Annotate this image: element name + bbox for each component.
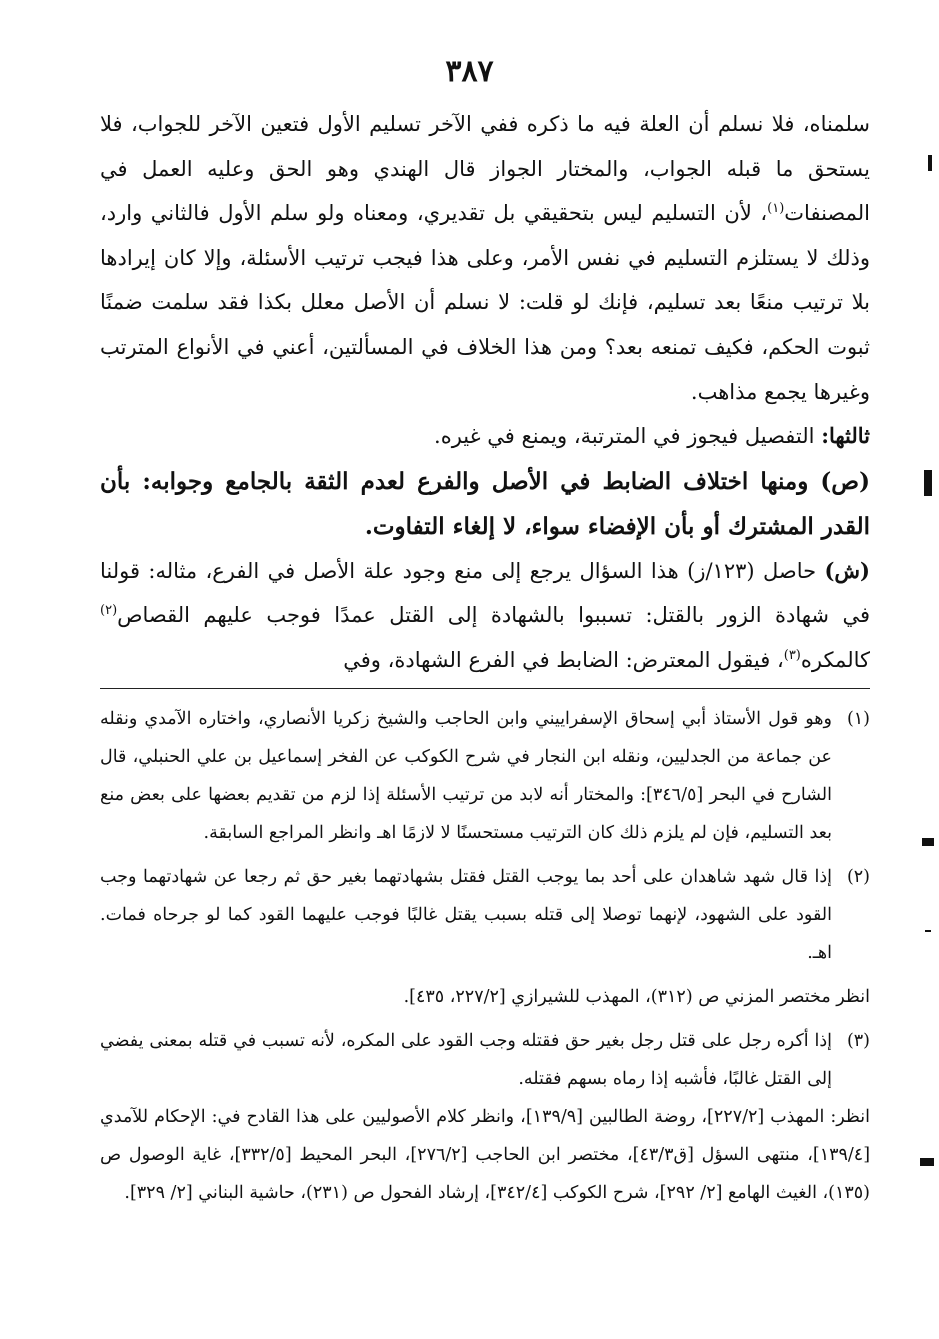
scan-mark	[922, 838, 934, 846]
footnote-3-reference: انظر: المهذب [٢٢٧/٢]، روضة الطالبين [١٣٩/٩]، وانظر كلام الأصوليين على هذا القادح في: الإحكام للآمدي [١٣٩/٤]، منتهى السؤل [ق٤٣/٣]، مختصر ابن الحاجب [٢٧٦/٢]، البحر المحيط [٣٣٢/٥]، غاية الوصول ص (١٣٥)، الغيث الهامع [٢/ ٢٩٢]، شرح الكوكب [٣٤٢/٤]، إرشاد الفحول ص (٢٣١)، حاشية البناني [٢/ ٣٢٩].	[100, 1107, 871, 1203]
third-view-label: ثالثها:	[821, 423, 870, 449]
footnote-ref-1: (١)	[767, 201, 785, 217]
footnote-1-text: وهو قول الأستاذ أبي إسحاق الإسفراييني وابن الحاجب والشيخ زكريا الأنصاري، واختاره الآمدي ونقله عن جماعة من الجدليين، ونقله ابن النجار في شرح الكوكب عن الفخر إسماعيل بن علي الحنبلي، قال الشارح في البحر [٣٤٦/٥]: والمختار أنه لابد من ترتيب الأسئلة إذا لزم من تقديم بعضها على بعض منع بعد التسليم، فإن لم يلزم ذلك كان الترتيب مستحسنًا لا لازمًا اهـ وانظر المراجع السابقة.	[100, 709, 832, 843]
footnote-2	[100, 858, 870, 972]
footnote-1-number: (١)	[846, 709, 870, 729]
main-text	[100, 102, 870, 683]
commentary-label: (ش)	[824, 557, 870, 583]
page-number: ٣٨٧	[445, 54, 494, 89]
paragraph-1-text-a: سلمناه، فلا نسلم أن العلة فيه ما ذكره ففي الآخر تسليم الأول فتعين الآخر للجواب، فلا يستحق ما قبله الجواب، والمختار الجواز قال الهندي وهو الحق وعليه العمل في المصنفات	[100, 112, 870, 226]
footnote-3-text: إذا أكره رجل على قتل رجل بغير حق فقتله وجب القود على المكره، لأنه تسبب في قتله بمعنى يفضي إلى القتل غالبًا، فأشبه إذا رماه بسهم فقتله.	[100, 1031, 832, 1089]
scan-mark	[924, 470, 932, 496]
paragraph-third-view	[100, 414, 870, 459]
scan-mark	[928, 155, 932, 171]
footnotes	[100, 700, 870, 1212]
commentary-paragraph	[100, 549, 870, 683]
footnote-2-text: إذا قال شهد شاهدان على أحد بما يوجب القتل فقتل بشهادتهما بغير حق ثم رجعا عن شهادتهما وجب القود على الشهود، لإنهما توصلا إلى قتله بسبب يقتل غالبًا فوجب عليهما القود كما لو جرحاه فمات. اهـ.	[100, 867, 832, 963]
paragraph-1-text-b: ، لأن التسليم ليس بتحقيقي بل تقديري، ومعناه ولو سلم الأول فالثاني وارد، وذلك لا يستلزم التسليم في نفس الأمر، وعلى هذا فيجب ترتيب الأسئلة، وإلا كان إيرادها بلا ترتيب منعًا بعد تسليم، فإنك لو قلت: لا نسلم أن الأصل معلل بكذا فقد سلمت ضمنًا ثبوت الحكم، فكيف تمنعه بعد؟ ومن هذا الخلاف في المسألتين، أعني في الأنواع المترتب وغيرها يجمع مذاهب.	[100, 201, 870, 404]
footnote-3	[100, 1022, 870, 1098]
scan-mark	[920, 1158, 934, 1166]
footnote-ref-2: (٢)	[100, 603, 118, 619]
footnote-ref-3: (٣)	[783, 647, 801, 663]
commentary-text-b: كالمكره	[800, 647, 870, 672]
paragraph-1	[100, 102, 870, 414]
footnote-1	[100, 700, 870, 852]
matn-statement: (ص) ومنها اختلاف الضابط في الأصل والفرع لعدم الثقة بالجامع وجوابه: بأن القدر المشترك أو بأن الإفضاء سواء، لا إلغاء التفاوت.	[100, 467, 870, 540]
footnote-2-number: (٢)	[846, 867, 870, 887]
third-view-text: التفصيل فيجوز في المترتبة، ويمنع في غيره.	[434, 424, 815, 449]
footnote-divider	[100, 688, 870, 689]
footnote-2-reference: انظر مختصر المزني ص (٣١٢)، المهذب للشيرازي [٢٢٧/٢، ٤٣٥].	[403, 987, 870, 1007]
commentary-text-c: ، فيقول المعترض: الضابط في الفرع الشهادة، وفي	[343, 647, 784, 672]
footnote-3-number: (٣)	[846, 1031, 870, 1051]
scan-mark	[925, 930, 931, 932]
commentary-text-a: حاصل (١٢٣/ز) هذا السؤال يرجع إلى منع وجود علة الأصل في الفرع، مثاله: قولنا في شهادة الزور بالقتل: تسببوا بالشهادة إلى القتل عمدًا فوجب عليهم القصاص	[100, 558, 870, 628]
